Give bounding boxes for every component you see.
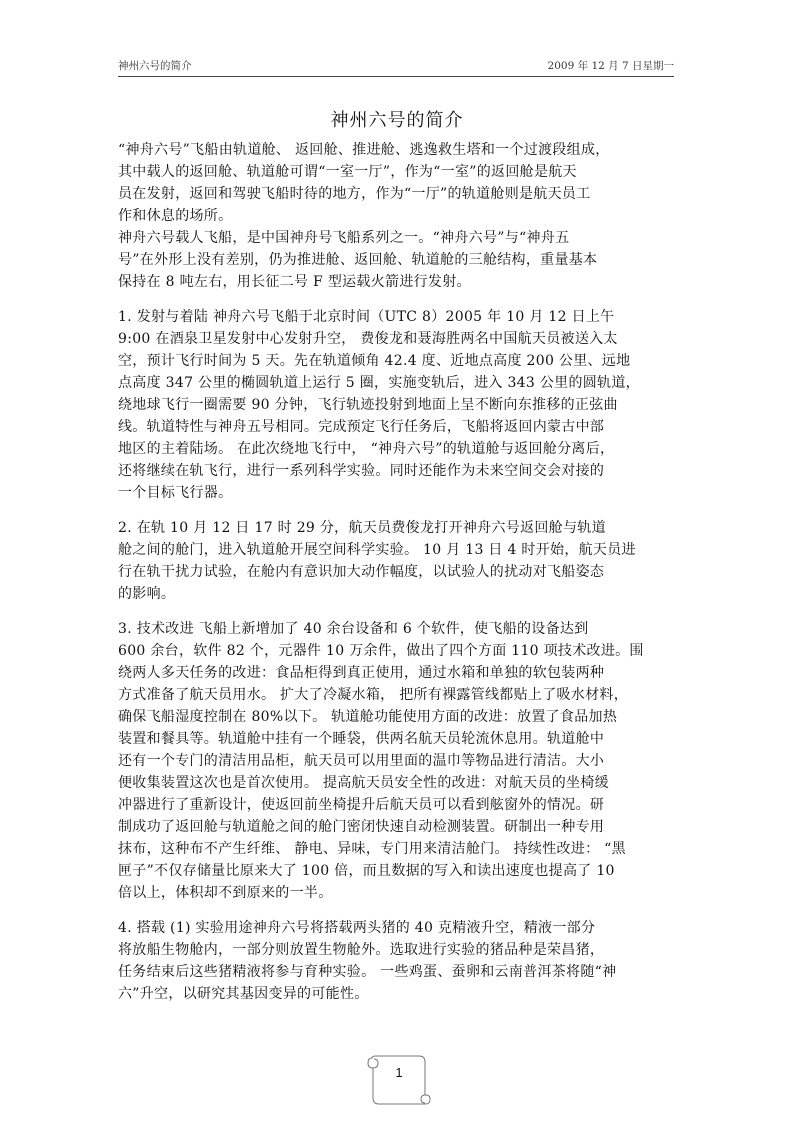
text-line: 将放船生物舱内，一部分则放置生物舱外。选取进行实验的猪品种是荣昌猪， bbox=[118, 942, 605, 958]
text-line: 作和休息的场所。 bbox=[118, 208, 233, 224]
text-line: 600 余台，软件 82 个，元器件 10 万余件，做出了四个方面 110 项技术改进。围 bbox=[118, 643, 644, 659]
header-date: 2009 年 12 月 7 日星期一 bbox=[547, 60, 674, 72]
header-document-title: 神州六号的简介 bbox=[118, 60, 192, 72]
text-line: 还将继续在轨飞行，进行一系列科学实验。同时还能作为未来空间交会对接的 bbox=[118, 463, 605, 479]
text-line: 绕两人多天任务的改进：食品柜得到真正使用，通过水箱和单独的软包装两种 bbox=[118, 665, 605, 681]
text-line: 一个目标飞行器。 bbox=[118, 485, 233, 501]
text-line: 空，预计飞行时间为 5 天。先在轨道倾角 42.4 度、近地点高度 200 公里、远地 bbox=[118, 353, 631, 369]
text-line: 点高度 347 公里的椭圆轨道上运行 5 圈，实施变轨后，进入 343 公里的圆轨道， bbox=[118, 375, 640, 391]
text-line: 行在轨干扰力试验，在舱内有意识加大动作幅度，以试验人的扰动对飞船姿态 bbox=[118, 564, 605, 580]
text-line: 便收集装置这次也是首次使用。 提高航天员安全性的改进：对航天员的坐椅缓 bbox=[118, 775, 609, 791]
page-number: 1 bbox=[395, 1065, 403, 1080]
text-line: 1. 发射与着陆 神舟六号飞船于北京时间（UTC 8）2005 年 10 月 12 日上午 bbox=[118, 309, 615, 325]
text-line: 2. 在轨 10 月 12 日 17 时 29 分，航天员费俊龙打开神舟六号返回舱与轨道 bbox=[118, 520, 606, 536]
text-line: 匣子”不仅存储量比原来大了 100 倍，而且数据的写入和读出速度也提高了 10 bbox=[118, 863, 615, 879]
text-line: 装置和餐具等。轨道舱中挂有一个睡袋，供两名航天员轮流休息用。轨道舱中 bbox=[118, 731, 605, 747]
text-line: 线。轨道特性与神舟五号相同。完成预定飞行任务后，飞船将返回内蒙古中部 bbox=[118, 419, 605, 435]
text-line: 六”升空，以研究其基因变异的可能性。 bbox=[118, 986, 369, 1002]
text-line: 冲器进行了重新设计，使返回前坐椅提升后航天员可以看到舷窗外的情况。研 bbox=[118, 797, 605, 813]
text-line: 绕地球飞行一圈需要 90 分钟，飞行轨迹投射到地面上呈不断向东推移的正弦曲 bbox=[118, 397, 618, 413]
text-line: 9:00 在酒泉卫星发射中心发射升空， 费俊龙和聂海胜两名中国航天员被送入太 bbox=[118, 331, 618, 347]
text-line: 任务结束后这些猪精液将参与育种实验。 一些鸡蛋、蚕卵和云南普洱茶将随“神 bbox=[118, 964, 617, 980]
text-line: 确保飞船湿度控制在 80%以下。 轨道舱功能使用方面的改进：放置了食品加热 bbox=[118, 709, 618, 725]
text-line: 神舟六号载人飞船，是中国神舟号飞船系列之一。“神舟六号”与“神舟五 bbox=[118, 230, 570, 246]
text-line: 还有一个专门的清洁用品柜，航天员可以用里面的温巾等物品进行清洁。大小 bbox=[118, 753, 605, 769]
text-line: 抹布，这种布不产生纤维、 静电、异味，专门用来清洁舱门。 持续性改进： “黑 bbox=[118, 841, 626, 857]
text-line: 方式准备了航天员用水。 扩大了冷凝水箱， 把所有裸露管线都贴上了吸水材料， bbox=[118, 687, 628, 703]
text-line: 地区的主着陆场。 在此次绕地飞行中， “神舟六号”的轨道舱与返回舱分离后， bbox=[118, 441, 615, 457]
text-line: 制成功了返回舱与轨道舱之间的舱门密闭快速自动检测装置。研制出一种专用 bbox=[118, 819, 605, 835]
text-line: “神舟六号”飞船由轨道舱、 返回舱、推进舱、逃逸救生塔和一个过渡段组成， bbox=[118, 142, 610, 158]
text-line: 员在发射，返回和驾驶飞船时待的地方，作为“一厅”的轨道舱则是航天员工 bbox=[118, 186, 591, 202]
text-line: 3. 技术改进 飞船上新增加了 40 余台设备和 6 个软件，使飞船的设备达到 bbox=[118, 621, 589, 637]
text-line: 其中载人的返回舱、轨道舱可谓“一室一厅”，作为“一室”的返回舱是航天 bbox=[118, 164, 577, 180]
text-line: 舱之间的舱门，进入轨道舱开展空间科学实验。 10 月 13 日 4 时开始，航天员进 bbox=[118, 542, 636, 558]
text-line: 保持在 8 吨左右，用长征二号 F 型运载火箭进行发射。 bbox=[118, 274, 471, 290]
text-line: 的影响。 bbox=[118, 586, 176, 602]
text-line: 倍以上，体积却不到原来的一半。 bbox=[118, 885, 333, 901]
text-line: 4. 搭载 (1) 实验用途神舟六号将搭载两头猪的 40 克精液升空，精液一部分 bbox=[118, 920, 596, 936]
page-title: 神州六号的简介 bbox=[330, 110, 464, 131]
text-line: 号”在外形上没有差别，仍为推进舱、返回舱、轨道舱的三舱结构，重量基本 bbox=[118, 252, 598, 268]
page-header bbox=[118, 56, 674, 77]
